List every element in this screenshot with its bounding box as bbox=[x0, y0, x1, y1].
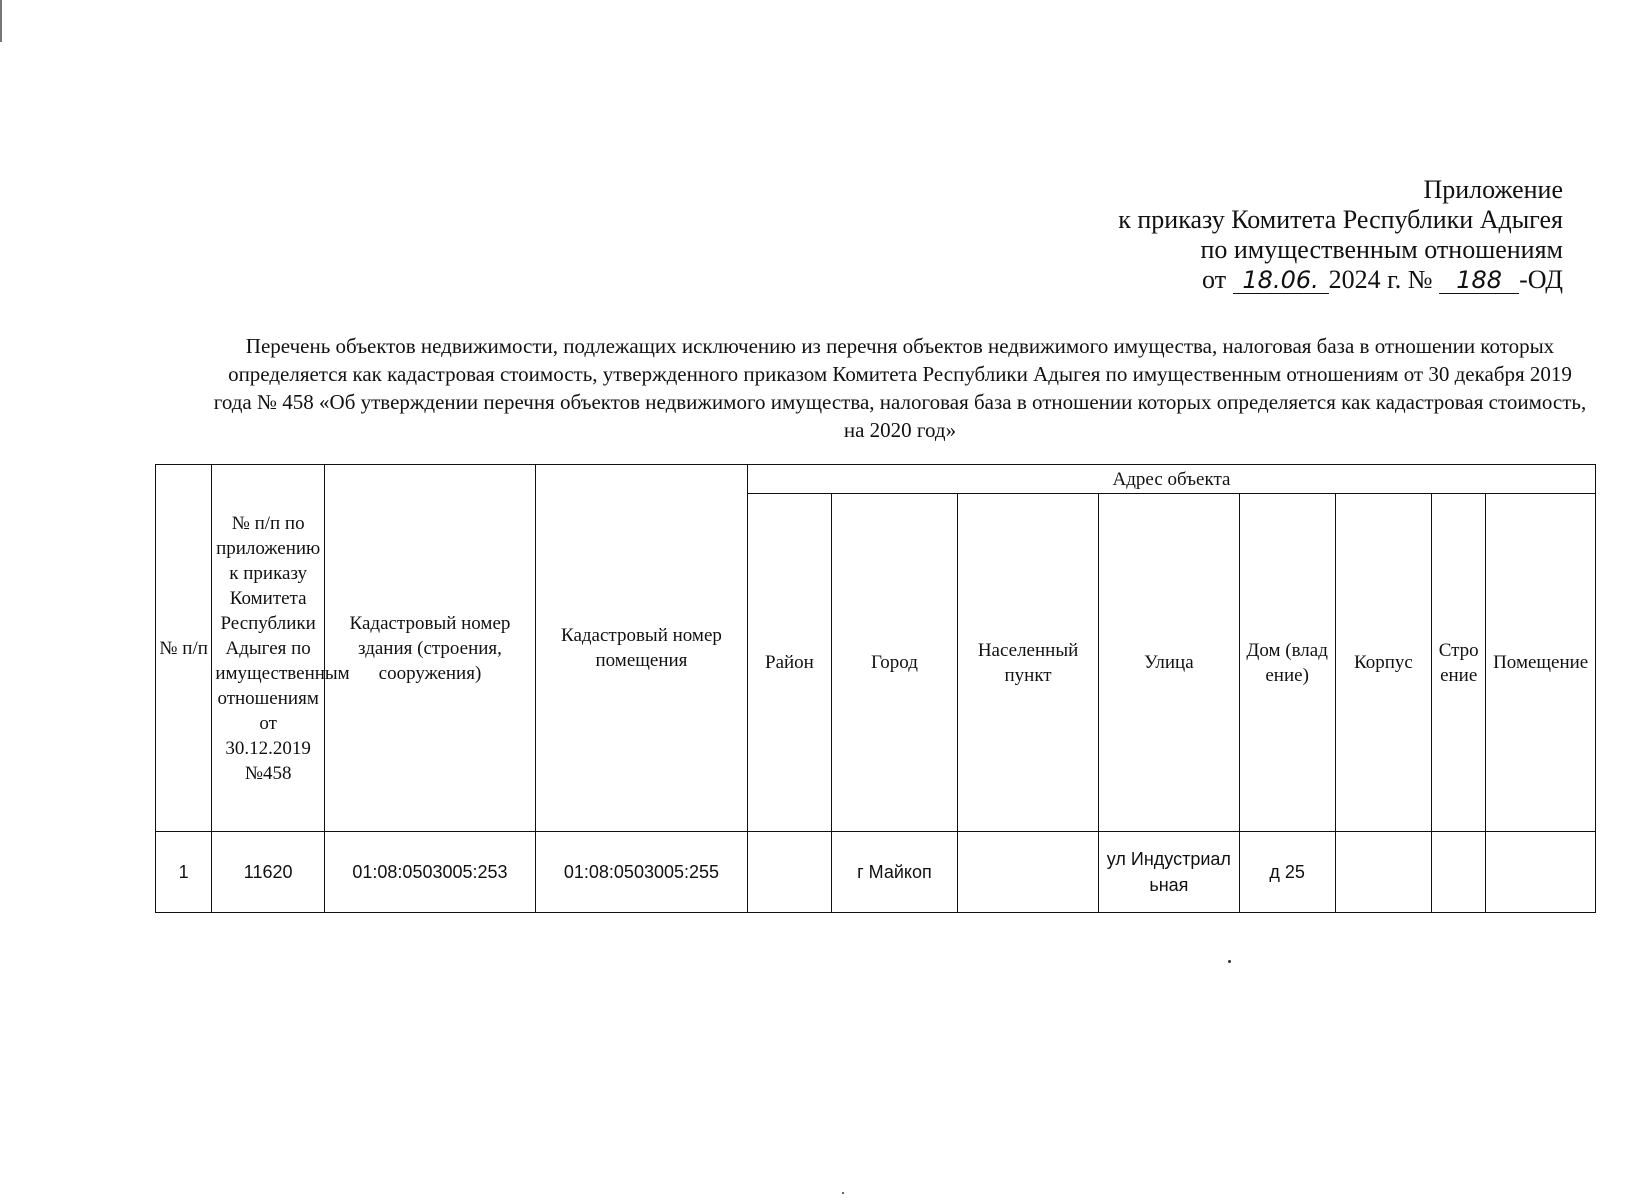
cell-house: д 25 bbox=[1239, 832, 1335, 913]
appendix-committee: по имущественным отношениям bbox=[1200, 235, 1563, 264]
objects-table bbox=[155, 464, 1596, 913]
cell-district bbox=[747, 832, 831, 913]
cell-premises bbox=[1486, 832, 1596, 913]
number-suffix: -ОД bbox=[1519, 265, 1563, 294]
cell-block bbox=[1335, 832, 1431, 913]
appendix-date-line bbox=[943, 265, 1563, 295]
date-prefix: от bbox=[1202, 265, 1227, 294]
header-num: № п/п bbox=[156, 465, 212, 832]
scan-edge-mark bbox=[0, 0, 2, 42]
header-building: Строение bbox=[1432, 494, 1486, 832]
header-premises: Помещение bbox=[1486, 494, 1596, 832]
header-block: Корпус bbox=[1335, 494, 1431, 832]
cell-num-appendix: 11620 bbox=[212, 832, 325, 913]
cell-building bbox=[1432, 832, 1486, 913]
document-title: Перечень объектов недвижимости, подлежащих исключению из перечня объектов недвижимого имущества, налоговая база в отношении которых определяется как кадастровая стоимость, утвержденного приказом Комитета Республики Адыгея по имущественным отношениям от 30 декабря 2019 года № 458 «Об утверждении перечня объектов недвижимого имущества, налоговая база в отношении которых определяется как кадастровая стоимость, на 2020 год» bbox=[213, 334, 1587, 442]
cell-locality bbox=[957, 832, 1098, 913]
handwritten-date: 18.06. bbox=[1233, 267, 1329, 294]
cell-city: г Майкоп bbox=[831, 832, 957, 913]
appendix-title: Приложение bbox=[1423, 175, 1563, 204]
appendix-order-ref: к приказу Комитета Республики Адыгея bbox=[1118, 205, 1563, 234]
cell-num: 1 bbox=[156, 832, 212, 913]
header-cadastral-building: Кадастровый номер здания (строения, сооружения) bbox=[324, 465, 535, 832]
header-street: Улица bbox=[1099, 494, 1239, 832]
header-address-group: Адрес объекта bbox=[747, 465, 1595, 494]
header-city: Город bbox=[831, 494, 957, 832]
cell-cadastral-premises: 01:08:0503005:255 bbox=[535, 832, 747, 913]
cell-street: ул Индустриальная bbox=[1099, 832, 1239, 913]
header-district: Район bbox=[747, 494, 831, 832]
header-locality: Населенный пункт bbox=[957, 494, 1098, 832]
cell-cadastral-building: 01:08:0503005:253 bbox=[324, 832, 535, 913]
handwritten-number: 188 bbox=[1439, 267, 1519, 294]
scan-speck bbox=[1228, 960, 1231, 963]
scan-speck bbox=[842, 1192, 844, 1194]
year-text: 2024 г. № bbox=[1328, 265, 1433, 294]
appendix-header bbox=[943, 175, 1563, 295]
header-num-appendix: № п/п по приложению к приказу Комитета Республики Адыгея по имущественным отношениям от 30.12.2019 №458 bbox=[212, 465, 325, 832]
header-house: Дом (владение) bbox=[1239, 494, 1335, 832]
header-cadastral-premises: Кадастровый номер помещения bbox=[535, 465, 747, 832]
table-row bbox=[156, 832, 1596, 913]
